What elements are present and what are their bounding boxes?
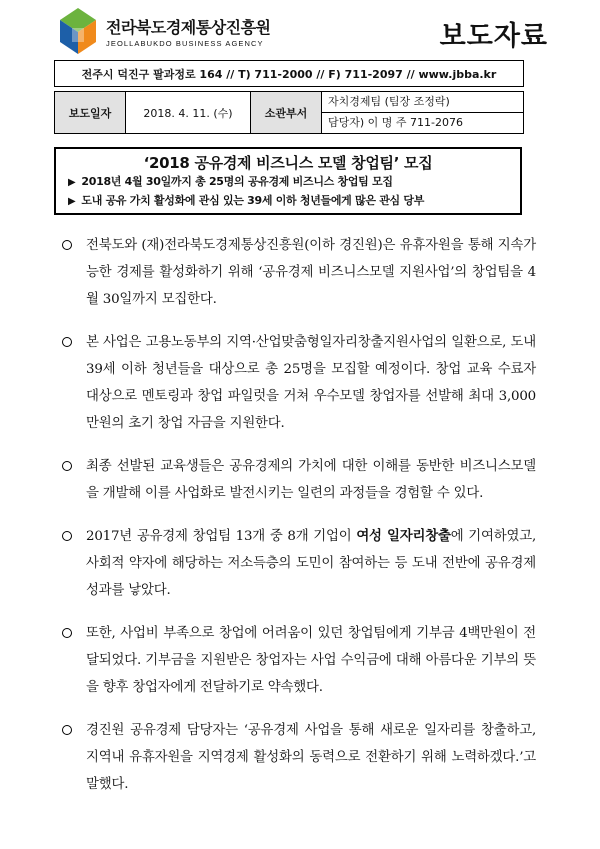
paragraph — [62, 232, 536, 313]
triangle-bullet-icon: ▶ — [68, 196, 76, 207]
paragraph — [62, 329, 536, 437]
paragraph — [62, 453, 536, 507]
headline-box — [54, 147, 522, 215]
department-contact: 담당자) 이 명 주 711-2076 — [322, 113, 524, 134]
headline-title: ‘2018 공유경제 비즈니스 모델 창업팀’ 모집 — [143, 154, 433, 172]
headline-subtitle-1 — [68, 173, 520, 192]
paragraph-text: 또한, 사업비 부족으로 창업에 어려움이 있던 창업팀에게 기부금 4백만원이 전달되었다. 기부금을 지원받은 창업자는 사업 수익금에 대해 아름다운 기부의 뜻을 향후 창업자에게 전달하기로 약속했다. — [86, 626, 536, 695]
subtitle-text: 도내 공유 가치 활성화에 관심 있는 39세 이하 청년들에게 많은 관심 당부 — [81, 194, 425, 207]
org-name-english: JEOLLABUKDO BUSINESS AGENCY — [106, 39, 264, 48]
circle-bullet-icon — [62, 461, 72, 471]
circle-bullet-icon — [62, 240, 72, 250]
paragraph-text-after: 에 기여하였고, 사회적 약자에 해당하는 저소득층의 도민이 참여하는 등 도내 전반에 공유경제 성과를 낳았다. — [86, 529, 536, 598]
subtitle-text: 2018년 4월 30일까지 총 25명의 공유경제 비즈니스 창업팀 모집 — [81, 175, 393, 188]
paragraph-text — [86, 523, 536, 604]
paragraph — [62, 717, 536, 798]
circle-bullet-icon — [62, 628, 72, 638]
paragraph-text: 최종 선발된 교육생들은 공유경제의 가치에 대한 이해를 동반한 비즈니스모델을 개발해 이를 사업화로 발전시키는 일련의 과정들을 경험할 수 있다. — [86, 459, 536, 501]
header — [54, 8, 550, 58]
department-team: 자치경제팀 (팀장 조정락) — [322, 92, 524, 113]
paragraph-text: 경진원 공유경제 담당자는 ‘공유경제 사업을 통해 새로운 일자리를 창출하고, 지역내 유휴자원을 지역경제 활성화의 동력으로 전환하기 위해 노력하겠다.’고 말했다. — [86, 723, 536, 792]
article-body — [62, 232, 536, 814]
date-value: 2018. 4. 11. (수) — [126, 92, 251, 134]
document-type-title: 보도자료 — [439, 21, 548, 52]
circle-bullet-icon — [62, 531, 72, 541]
circle-bullet-icon — [62, 337, 72, 347]
date-label: 보도일자 — [55, 92, 126, 134]
paragraph-text: 본 사업은 고용노동부의 지역·산업맞춤형일자리창출지원사업의 일환으로, 도내 39세 이하 청년들을 대상으로 총 25명을 모집할 예정이다. 창업 교육 수료자 대상으로 멘토링과 창업 파일럿을 거쳐 우수모델 창업자를 선발해 최대 3,000만원의 초기 창업 자금을 지원한다. — [86, 335, 536, 431]
paragraph-text: 전북도와 (재)전라북도경제통상진흥원(이하 경진원)은 유휴자원을 통해 지속가능한 경제를 활성화하기 위해 ‘공유경제 비즈니스모델 지원사업’의 창업팀을 4월 30일까지 모집한다. — [86, 238, 536, 307]
org-name-korean: 전라북도경제통상진흥원 — [106, 18, 271, 37]
paragraph-text-before: 2017년 공유경제 창업팀 13개 중 8개 기업이 — [86, 529, 357, 544]
headline-subtitle-2 — [68, 192, 520, 211]
address-line: 전주시 덕진구 팔과정로 164 // T) 711-2000 // F) 711-2097 // www.jbba.kr — [55, 61, 524, 87]
agency-logo-icon — [58, 8, 98, 56]
paragraph — [62, 620, 536, 701]
department-label: 소관부서 — [251, 92, 322, 134]
circle-bullet-icon — [62, 725, 72, 735]
highlighted-phrase: 여성 일자리창출 — [356, 528, 451, 544]
triangle-bullet-icon: ▶ — [68, 177, 76, 188]
contact-info-table — [54, 60, 524, 134]
paragraph — [62, 523, 536, 604]
